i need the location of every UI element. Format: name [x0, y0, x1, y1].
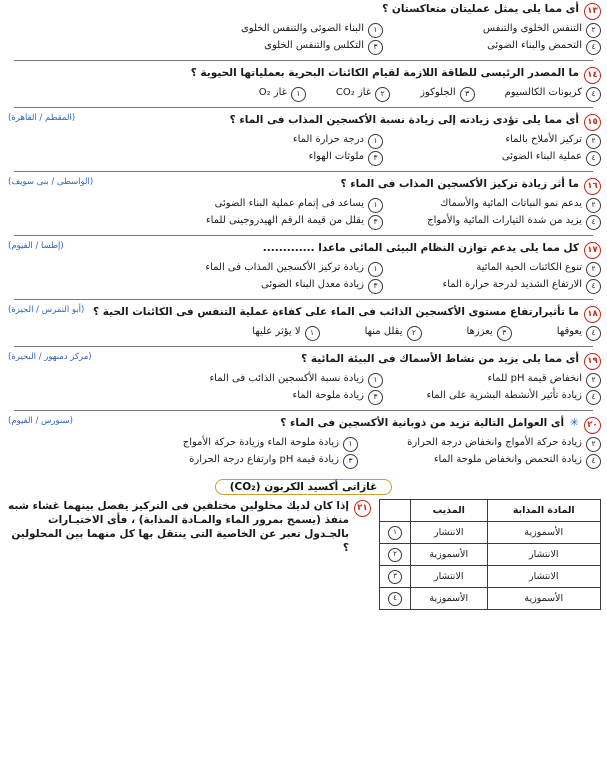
- option[interactable]: [401, 197, 601, 213]
- option[interactable]: [264, 39, 383, 55]
- option-mark: ٤: [586, 390, 601, 405]
- option[interactable]: [401, 261, 601, 277]
- option[interactable]: [401, 133, 601, 149]
- cell-solvent: الانتشار: [411, 522, 488, 544]
- option-mark: ٣: [343, 454, 358, 469]
- option-label: يقلل منها: [364, 325, 403, 337]
- option-label: الارتفاع الشديد لدرجة حرارة الماء: [442, 278, 582, 290]
- cell-solvent: الأسموزية: [411, 588, 488, 610]
- section-header: [0, 475, 607, 495]
- question-text: أى مما يلى يزيد من نشاط الأسماك فى البيئة المائية ؟: [301, 353, 579, 365]
- option-label: زيادة معدل البناء الضوئى: [261, 278, 364, 290]
- question-header: [6, 66, 601, 84]
- table-header-solvent: المذيب: [411, 500, 488, 522]
- option-row: [6, 452, 601, 469]
- option-row: [6, 38, 601, 55]
- table-row[interactable]: [380, 588, 601, 610]
- option-mark: ٤: [586, 454, 601, 469]
- option-mark: ١: [368, 23, 383, 38]
- options-list: [6, 85, 601, 102]
- options-list: [6, 435, 601, 469]
- option[interactable]: [215, 197, 383, 213]
- question-number: ١٧: [584, 242, 601, 259]
- option-row: [6, 435, 601, 452]
- option-label: انخفاض قيمة pH للماء: [487, 372, 582, 384]
- option-mark: ١: [368, 134, 383, 149]
- option-mark: ٤: [586, 279, 601, 294]
- question-number: ١٣: [584, 3, 601, 20]
- option-mark: ٢: [586, 134, 601, 149]
- option-mark: ٤: [388, 592, 402, 606]
- option-mark: ٣: [497, 326, 512, 341]
- option-row: [6, 21, 601, 38]
- table-header-solute: المادة المذابة: [487, 500, 600, 522]
- question-header: [6, 2, 601, 20]
- option-label: ملوثات الهواء: [308, 150, 364, 162]
- option-label: الجلوكوز: [420, 86, 456, 98]
- section-title: غازاتى أكسيد الكربون (CO₂): [215, 479, 393, 495]
- question-number: ١٩: [584, 353, 601, 370]
- option[interactable]: [401, 214, 601, 230]
- option-mark: ٢: [586, 373, 601, 388]
- option-label: زيادة التحمض وانخفاض ملوحة الماء: [433, 453, 582, 465]
- question-header: [6, 352, 601, 370]
- question-text: أى مما يلى تؤدى زيادته إلى زيادة نسبة الأكسجين المذاب فى الماء ؟: [229, 114, 579, 126]
- star-icon: ✳: [569, 416, 579, 429]
- question-source: (إطسا / الفيوم): [8, 241, 64, 251]
- option[interactable]: [401, 389, 601, 405]
- option-label: زيادة تركيز الأكسجين المذاب فى الماء: [205, 261, 364, 273]
- option-row: [6, 85, 601, 102]
- question-number: ١٤: [584, 67, 601, 84]
- option-mark: ٣: [368, 40, 383, 55]
- cell-solute: الانتشار: [487, 544, 600, 566]
- option-label: لا يؤثر عليها: [252, 325, 301, 337]
- option[interactable]: [401, 22, 601, 38]
- option-mark: ٣: [368, 390, 383, 405]
- question-text: ما تأثيرارتفاع مستوى الأكسجين الذائب فى الماء على كفاءة عملية التنفس فى الكائنات الحية ؟: [93, 306, 579, 318]
- question-block: [0, 239, 607, 296]
- options-list: [6, 21, 601, 55]
- option-label: درجة حرارة الماء: [292, 133, 364, 145]
- question-number: ١٦: [584, 178, 601, 195]
- option-mark: ١: [368, 262, 383, 277]
- option-mark: ٤: [586, 40, 601, 55]
- option[interactable]: [420, 86, 475, 102]
- question-source: (سنورس / الفيوم): [8, 416, 73, 426]
- cell-index: [380, 522, 411, 544]
- question-block: [0, 499, 607, 610]
- table-row[interactable]: [380, 544, 601, 566]
- option-label: يعوقها: [556, 325, 582, 337]
- question-text: كل مما يلى يدعم توازن النظام البيئى المائى ماعدا .............: [262, 242, 579, 254]
- option-label: زيادة تأثير الأنشطة البشرية على الماء: [426, 389, 582, 401]
- option-label: كربونات الكالسيوم: [504, 86, 582, 98]
- option-label: غاز CO₂: [335, 86, 372, 98]
- question-source: (المقطم / القاهرة): [8, 113, 76, 123]
- question-header: [6, 113, 601, 131]
- question-number: ٢١: [354, 500, 371, 517]
- options-list: [6, 324, 601, 341]
- divider: [14, 299, 593, 300]
- question-text: أى مما يلى يمثل عمليتان متعاكستان ؟: [382, 3, 579, 15]
- table-row[interactable]: [380, 522, 601, 544]
- question-source: (أبو النمرس / الجيزة): [8, 305, 85, 315]
- question-body: [6, 499, 371, 555]
- cell-solvent: الانتشار: [411, 566, 488, 588]
- option[interactable]: [189, 453, 358, 469]
- option-mark: ٢: [586, 437, 601, 452]
- divider: [14, 346, 593, 347]
- cell-solute: الأسموزية: [487, 522, 600, 544]
- option[interactable]: [401, 150, 601, 166]
- option-mark: ١: [305, 326, 320, 341]
- option-label: البناء الضوئى والتنفس الخلوى: [240, 22, 364, 34]
- option-row: [6, 277, 601, 294]
- options-list: [6, 196, 601, 230]
- question-block: [0, 350, 607, 407]
- option-row: [6, 388, 601, 405]
- divider: [14, 235, 593, 236]
- options-list: [6, 371, 601, 405]
- question-header: [6, 499, 371, 555]
- option[interactable]: [183, 436, 358, 452]
- option[interactable]: [252, 325, 319, 341]
- option[interactable]: [401, 372, 601, 388]
- question-text: [6, 416, 579, 430]
- option-mark: ١: [291, 87, 306, 102]
- option[interactable]: [401, 278, 601, 294]
- option-mark: ٢: [388, 548, 402, 562]
- option-mark: ٢: [586, 198, 601, 213]
- option-mark: ٣: [368, 151, 383, 166]
- cell-index: [380, 544, 411, 566]
- option[interactable]: [557, 325, 601, 341]
- question-block: [0, 175, 607, 232]
- divider: [14, 410, 593, 411]
- option-label: يزيد من شدة التيارات المائية والأمواج: [427, 214, 582, 226]
- question-number: ١٨: [584, 306, 601, 323]
- option-row: [6, 213, 601, 230]
- cell-solute: الانتشار: [487, 566, 600, 588]
- divider: [14, 60, 593, 61]
- option-label: غاز O₂: [258, 86, 287, 98]
- question-source: (مركز دمنهور / البحيرة): [8, 352, 92, 362]
- option-mark: ٤: [586, 326, 601, 341]
- option[interactable]: [293, 389, 383, 405]
- option[interactable]: [365, 325, 422, 341]
- option-mark: ٢: [375, 87, 390, 102]
- question-header: [6, 241, 601, 259]
- option-mark: ٣: [460, 87, 475, 102]
- option-mark: ٢: [586, 262, 601, 277]
- option[interactable]: [206, 214, 383, 230]
- question-text: إذا كان لديك محلولين مختلفين فى التركيز يفصل بينهما غشاء شبه منفذ (يسمح بمرور الماء والمـادة المذابة) ، فأى الاختيـارات بالجـدول تعبر عن الخاصية التى ينتقل بها كل منهما بين المحلولين ؟: [7, 500, 349, 554]
- question-number: ٢٠: [584, 417, 601, 434]
- table-row[interactable]: [380, 566, 601, 588]
- question-block: [0, 303, 607, 343]
- option[interactable]: [209, 372, 383, 388]
- question-block: [0, 414, 607, 471]
- option-row: [6, 132, 601, 149]
- option[interactable]: [309, 150, 383, 166]
- cell-solute: الأسموزية: [487, 588, 600, 610]
- options-list: [6, 132, 601, 166]
- answer-table: [379, 499, 601, 610]
- question-block: [0, 64, 607, 104]
- option-label: زيادة ملوحة الماء وزيادة حركة الأمواج: [182, 436, 339, 448]
- option-label: عملية البناء الضوئى: [501, 150, 582, 162]
- option-mark: ٣: [388, 570, 402, 584]
- option[interactable]: [259, 86, 306, 102]
- option-mark: ٤: [586, 151, 601, 166]
- option-mark: ١: [368, 373, 383, 388]
- option-mark: ١: [388, 526, 402, 540]
- option[interactable]: [376, 453, 601, 469]
- question-header: [6, 416, 601, 434]
- table-header-row: [380, 500, 601, 522]
- option-row: [6, 371, 601, 388]
- option-label: زيادة نسبة الأكسجين الذائب فى الماء: [209, 372, 364, 384]
- option-label: تنوع الكائنات الحية المائية: [476, 261, 582, 273]
- option-label: يقلل من قيمة الرقم الهيدروجينى للماء: [205, 214, 364, 226]
- option-mark: ١: [343, 437, 358, 452]
- option-row: [6, 196, 601, 213]
- option[interactable]: [205, 261, 383, 277]
- option-row: [6, 260, 601, 277]
- option-mark: ٤: [586, 215, 601, 230]
- option[interactable]: [241, 22, 383, 38]
- table-header-index: [380, 500, 411, 522]
- question-block: [0, 111, 607, 168]
- option[interactable]: [261, 278, 383, 294]
- option[interactable]: [505, 86, 601, 102]
- option[interactable]: [401, 39, 601, 55]
- option-mark: ٣: [368, 215, 383, 230]
- cell-index: [380, 588, 411, 610]
- option-label: تركيز الأملاح بالماء: [505, 133, 582, 145]
- cell-solvent: الأسموزية: [411, 544, 488, 566]
- question-header: [6, 177, 601, 195]
- cell-index: [380, 566, 411, 588]
- option-row: [6, 324, 601, 341]
- option-label: التحمض والبناء الضوئى: [487, 39, 582, 51]
- question-number: ١٥: [584, 114, 601, 131]
- option-label: زيادة ملوحة الماء: [292, 389, 364, 401]
- option-mark: ٣: [368, 279, 383, 294]
- option-mark: ٤: [586, 87, 601, 102]
- option[interactable]: [467, 325, 512, 341]
- option-label: يعززها: [466, 325, 493, 337]
- option-mark: ١: [368, 198, 383, 213]
- question-text-label: أى العوامل التالية تزيد من ذوبانية الأكسجين فى الماء ؟: [280, 417, 565, 429]
- question-header: [6, 305, 601, 323]
- option-label: التنفس الخلوى والتنفس: [482, 22, 582, 34]
- option-label: التكلس والتنفس الخلوى: [264, 39, 364, 51]
- option[interactable]: [336, 86, 390, 102]
- option-label: زيادة قيمة pH وارتفاع درجة الحرارة: [189, 453, 339, 465]
- options-list: [6, 260, 601, 294]
- divider: [14, 107, 593, 108]
- question-source: (الواسطى / بنى سويف): [8, 177, 94, 187]
- option-row: [6, 149, 601, 166]
- option-mark: ٢: [407, 326, 422, 341]
- question-text: ما المصدر الرئيسى للطاقة اللازمة لقيام الكائنات البحرية بعملياتها الحيوية ؟: [190, 67, 579, 79]
- option[interactable]: [376, 436, 601, 452]
- divider: [14, 171, 593, 172]
- option-label: زيادة حركة الأمواج وانخفاض درجة الحرارة: [407, 436, 582, 448]
- option[interactable]: [293, 133, 383, 149]
- option-label: يدعم نمو النباتات المائية والأسماك: [440, 197, 582, 209]
- option-mark: ٢: [586, 23, 601, 38]
- option-label: يساعد فى إتمام عملية البناء الضوئى: [214, 197, 364, 209]
- question-block: [0, 0, 607, 57]
- question-text: ما أثر زيادة تركيز الأكسجين المذاب فى الماء ؟: [340, 178, 579, 190]
